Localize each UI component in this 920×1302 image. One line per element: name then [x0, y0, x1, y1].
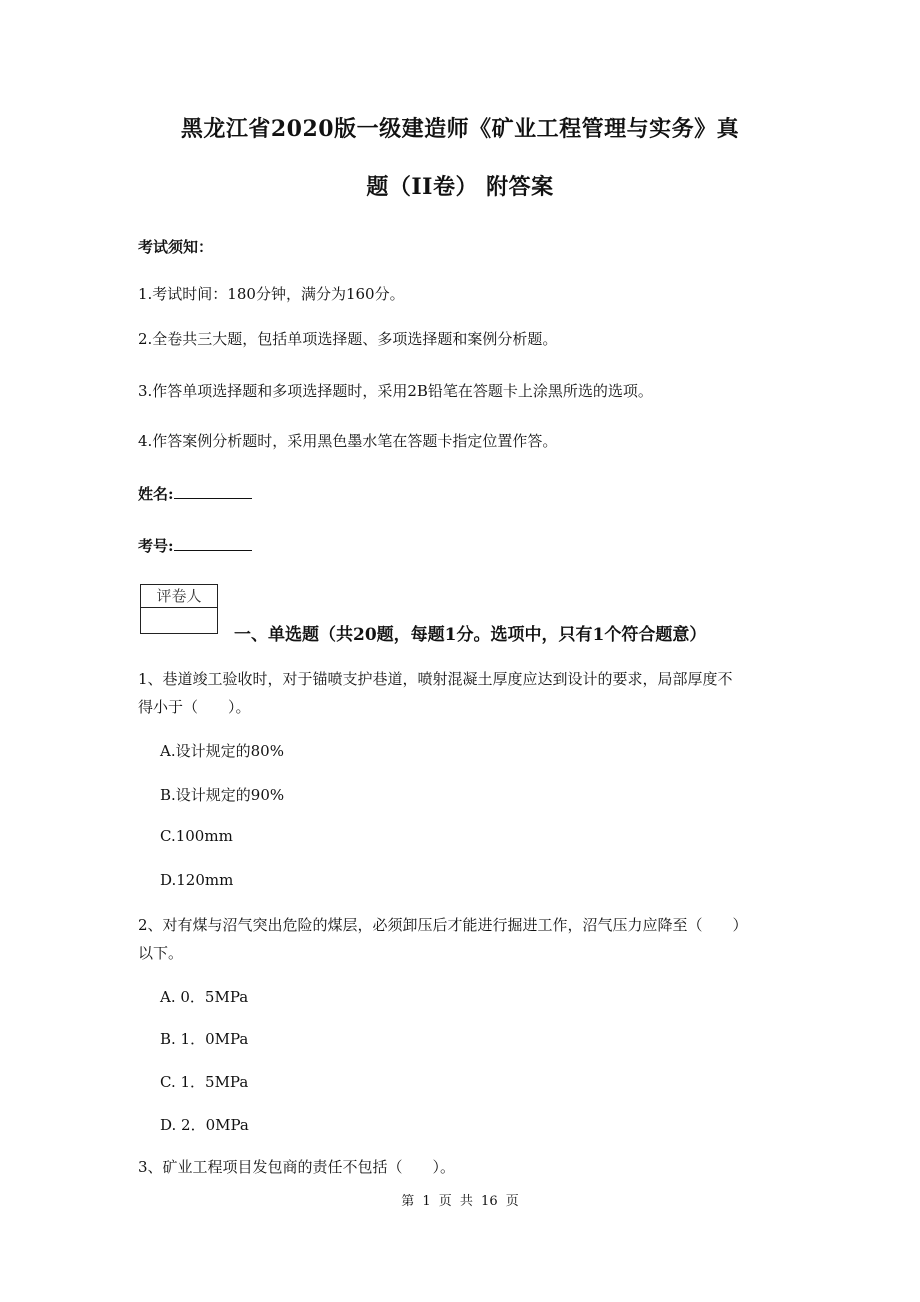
answer-option: A.设计规定的80% [160, 742, 284, 760]
name-label: 姓名: [138, 485, 174, 503]
notice-item: 3.作答单项选择题和多项选择题时，采用2B铅笔在答题卡上涂黑所选的选项。 [138, 382, 653, 400]
question-stem: 1、巷道竣工验收时，对于锚喷支护巷道，喷射混凝土厚度应达到设计的要求，局部厚度不 [138, 670, 733, 688]
notice-item: 1.考试时间：180分钟，满分为160分。 [138, 285, 405, 303]
grader-box [140, 584, 218, 634]
answer-option: A. 0．5MPa [160, 988, 249, 1006]
answer-option: D. 2．0MPa [160, 1116, 249, 1134]
question-stem: 得小于（ ）。 [138, 698, 251, 716]
question-stem: 以下。 [138, 944, 184, 962]
answer-option: B. 1．0MPa [160, 1030, 249, 1048]
page-footer: 第 1 页 共 16 页 [401, 1194, 519, 1209]
answer-option: D.120mm [160, 871, 234, 889]
grader-label: 评卷人 [141, 585, 217, 608]
answer-option: B.设计规定的90% [160, 786, 285, 804]
id-blank[interactable] [174, 536, 252, 551]
name-field [138, 483, 252, 504]
question-stem: 2、对有煤与沼气突出危险的煤层，必须卸压后才能进行掘进工作，沼气压力应降至（ ） [138, 916, 748, 934]
question-stem: 3、矿业工程项目发包商的责任不包括（ ）。 [138, 1158, 456, 1176]
document-title-line1: 黑龙江省2020版一级建造师《矿业工程管理与实务》真 [180, 116, 740, 142]
notice-item: 4.作答案例分析题时，采用黑色墨水笔在答题卡指定位置作答。 [138, 432, 558, 450]
id-field [138, 535, 252, 556]
answer-option: C. 1．5MPa [160, 1073, 249, 1091]
notice-item: 2.全卷共三大题，包括单项选择题、多项选择题和案例分析题。 [138, 330, 558, 348]
document-title-line2: 题（II卷） 附答案 [366, 174, 554, 200]
name-blank[interactable] [174, 484, 252, 499]
answer-option: C.100mm [160, 827, 233, 845]
notice-heading: 考试须知： [138, 238, 214, 256]
id-label: 考号: [138, 537, 174, 555]
section-heading: 一、单选题（共20题，每题1分。选项中，只有1个符合题意） [234, 625, 707, 645]
